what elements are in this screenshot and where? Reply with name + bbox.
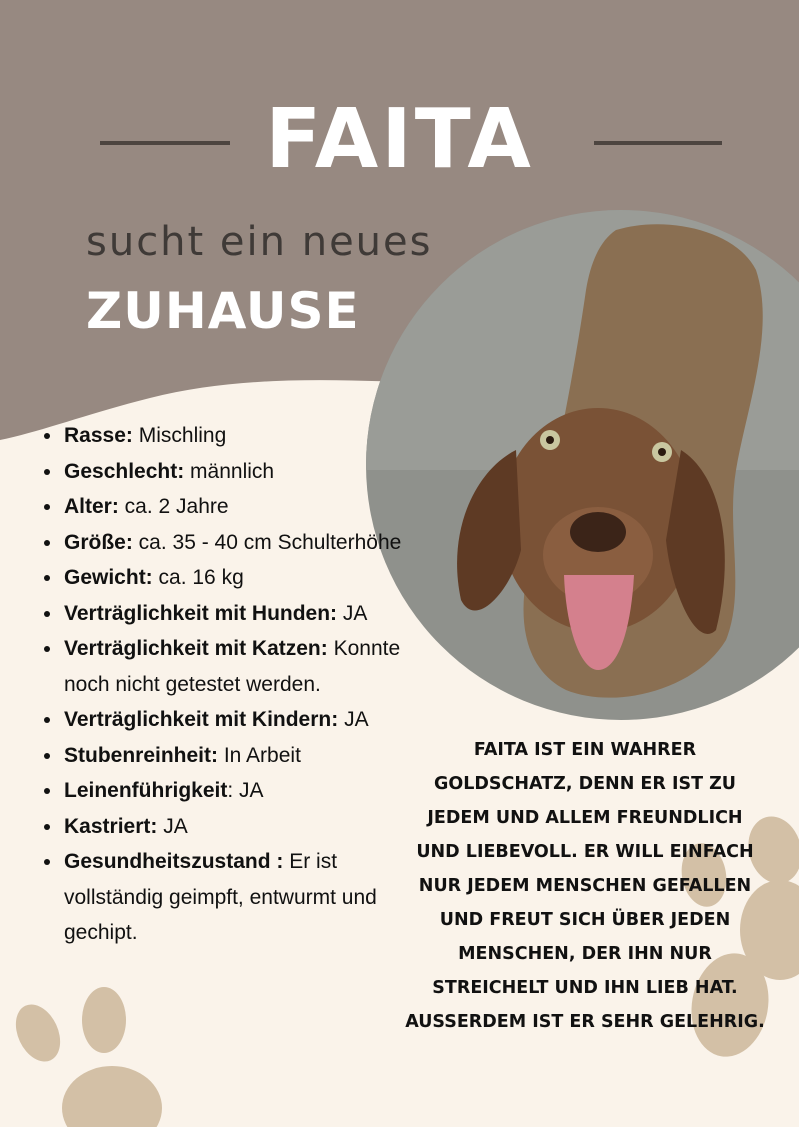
fact-value: JA [338, 708, 369, 731]
fact-neutered [64, 809, 424, 845]
paw-print-icon [7, 987, 162, 1127]
fact-label: Verträglichkeit mit Katzen: [64, 637, 328, 660]
fact-cats [64, 631, 424, 702]
fact-value: ca. 2 Jahre [118, 495, 229, 518]
fact-label: Verträglichkeit mit Hunden: [64, 601, 338, 625]
fact-health [64, 844, 424, 951]
fact-label: Geschlecht: [64, 459, 185, 483]
fact-breed [64, 418, 424, 454]
fact-value: ca. 16 kg [152, 566, 244, 589]
fact-label: Stubenreinheit: [64, 743, 219, 767]
fact-sex [64, 454, 424, 490]
fact-label: Verträglichkeit mit Kindern: [64, 708, 339, 731]
fact-value: ca. 35 - 40 cm Schulterhöhe [132, 530, 402, 554]
fact-value: : JA [227, 779, 264, 802]
description-text: FAITA IST EIN WAHRER GOLDSCHATZ, DENN ER IST ZU JEDEM UND ALLEM FREUNDLICH UND LIEBEVOLL. ER WILL EINFACH NUR JEDEM MENSCHEN GEFALLEN UND FREUT SICH ÜBER JEDEN MENSCHEN, DER IHN NUR STREICHELT UND IHN LIEB HAT. AUSSERDEM IST ER SEHR GELEHRIG. [405, 740, 765, 1032]
tagline: sucht ein neues [86, 219, 433, 265]
fact-value: JA [157, 814, 188, 838]
fact-label: Größe: [64, 530, 133, 554]
tagline-emphasis: ZUHAUSE [86, 282, 360, 340]
fact-value: In Arbeit [218, 743, 301, 767]
fact-value: männlich [184, 459, 275, 483]
fact-label: Gewicht: [64, 566, 153, 589]
fact-value: Konnte noch nicht getestet werden. [64, 637, 401, 696]
fact-age [64, 489, 424, 525]
fact-dogs [64, 596, 424, 632]
fact-value: Er ist vollständig geimpft, entwurmt und gechipt. [64, 850, 377, 944]
fact-leash [64, 773, 424, 809]
fact-housetraining [64, 738, 424, 774]
dog-facts-list [24, 418, 424, 951]
fact-label: Alter: [64, 495, 119, 518]
fact-label: Kastriert: [64, 814, 158, 838]
fact-weight [64, 560, 424, 596]
fact-size [64, 525, 424, 561]
fact-label: Gesundheitszustand : [64, 850, 284, 873]
fact-children [64, 702, 424, 738]
fact-value: JA [337, 601, 368, 625]
fact-label: Leinenführigkeit [64, 779, 228, 802]
dog-name-title: FAITA [265, 92, 534, 187]
fact-label: Rasse: [64, 424, 133, 447]
fact-value: Mischling [132, 424, 227, 447]
